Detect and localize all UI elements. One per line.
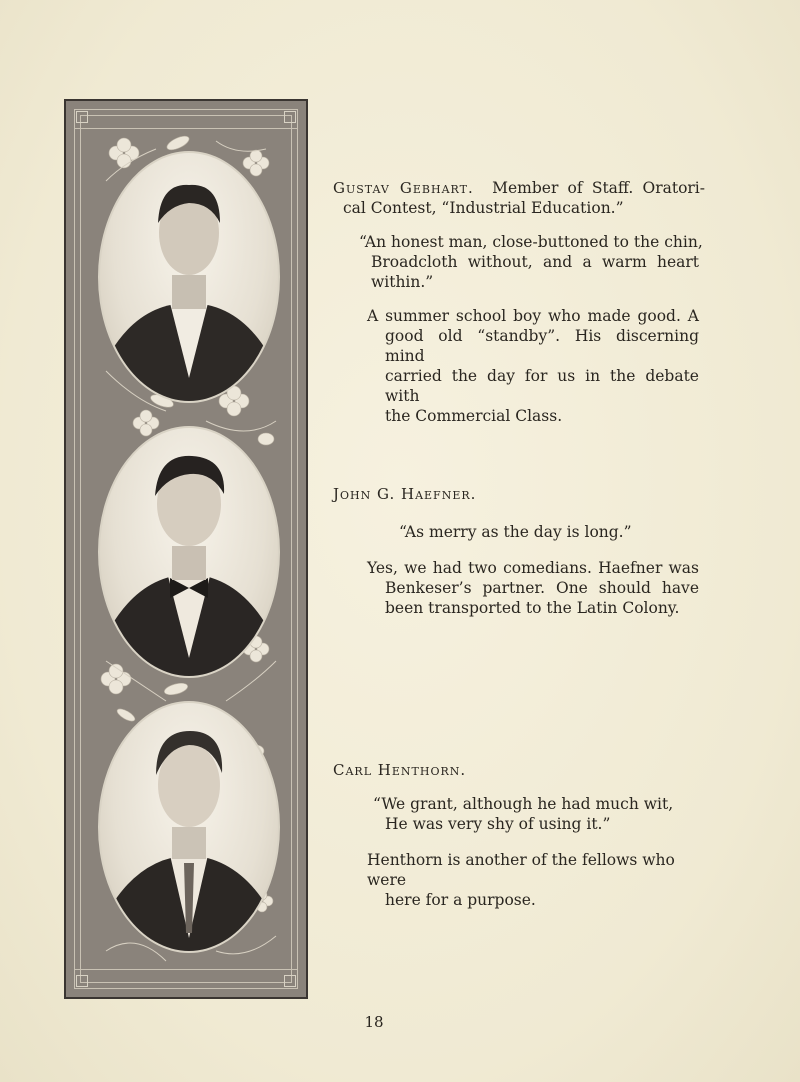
student-name: Gustav Gebhart. <box>333 179 474 197</box>
description-line: good old “standby”. His discerning mind <box>385 327 699 365</box>
entry-header <box>333 760 705 780</box>
entry-haefner <box>333 484 705 618</box>
portrait-henthorn <box>98 701 280 953</box>
description-line: been transported to the Latin Colony. <box>385 599 680 617</box>
description-line: carried the day for us in the debate with <box>385 367 699 405</box>
quote-line: “As merry as the day is long.” <box>399 523 632 541</box>
quote-line: He was very shy of using it.” <box>385 815 611 833</box>
description-line: here for a purpose. <box>385 891 536 909</box>
description-line: Henthorn is another of the fellows who were <box>367 851 675 889</box>
portrait-haefner <box>98 426 280 678</box>
entry-header <box>333 178 705 198</box>
portrait-gebhart <box>98 151 280 403</box>
quote-line: within.” <box>371 273 434 291</box>
student-name: John G. Haefner. <box>333 485 477 503</box>
entry-header <box>333 484 705 504</box>
portrait-panel <box>64 99 308 999</box>
quote-line: “We grant, although he had much wit, <box>373 795 674 813</box>
header-text-cont: cal Contest, “Industrial Education.” <box>343 199 624 217</box>
quote-line: Broadcloth without, and a warm heart <box>371 253 699 271</box>
description-line: Benkeser’s partner. One should have <box>385 579 699 597</box>
page-number: 18 <box>364 1013 384 1031</box>
header-text: Member of Staff. Oratori- <box>492 179 706 197</box>
quote-line: “An honest man, close-buttoned to the chin, <box>359 233 703 251</box>
description-line: A summer school boy who made good. A <box>367 307 699 325</box>
description-line: the Commercial Class. <box>385 407 563 425</box>
entry-henthorn <box>333 760 705 910</box>
student-name: Carl Henthorn. <box>333 761 467 779</box>
entry-gebhart <box>333 178 705 426</box>
description-line: Yes, we had two comedians. Haefner was <box>367 559 699 577</box>
